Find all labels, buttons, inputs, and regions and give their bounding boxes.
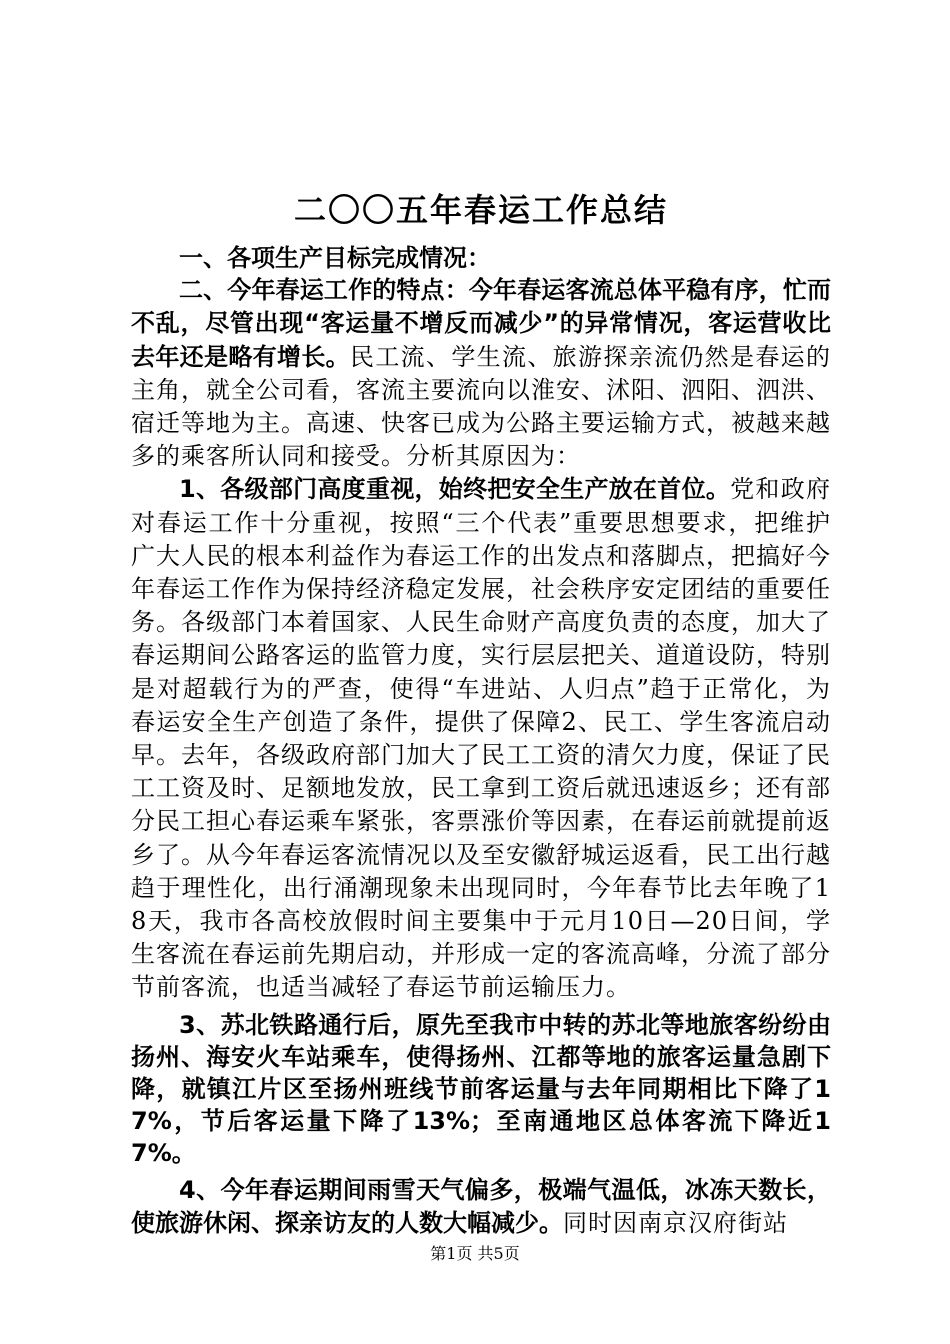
point3-paragraph: 3、苏北铁路通行后，原先至我市中转的苏北等地旅客纷纷由扬州、海安火车站乘车，使得扬州、江都等地的旅客运量急剧下降，就镇江片区至扬州班线节前客运量与去年同期相比下降了17%，节后客运量下降了13%；至南通地区总体客流下降近17%。 [131, 1010, 831, 1168]
point4-bold-text: 4、今年春运期间雨雪天气偏多，极端气温低，冰冻天数长，使旅游休闲、探亲访友的人数大幅减少。 [131, 1175, 831, 1237]
section2-paragraph [131, 274, 831, 473]
document-title: 二〇〇五年春运工作总结 [293, 191, 668, 229]
point1-bold-text: 1、各级部门高度重视，始终把安全生产放在首位。 [179, 475, 731, 504]
page-number-footer: 第1页 共5页 [430, 1244, 520, 1263]
point4-body-text: 同时因南京汉府街站 [563, 1208, 788, 1237]
section2-body-text: 民工流、学生流、旅游探亲流仍然是春运的主角，就全公司看，客流主要流向以淮安、沭阳、泗阳、泗洪、宿迁等地为主。高速、快客已成为公路主要运输方式，被越来越多的乘客所认同和接受。分析其原因为： [131, 342, 831, 471]
section2-bold-text: 二、今年春运工作的特点：今年春运客流总体平稳有序，忙而不乱，尽管出现“客运量不增反而减少”的异常情况，客运营收比去年还是略有增长。 [131, 276, 831, 371]
section1-heading: 一、各项生产目标完成情况： [179, 244, 491, 272]
point1-body-text: 党和政府对春运工作十分重视，按照“三个代表”重要思想要求，把维护广大人民的根本利益作为春运工作的出发点和落脚点，把搞好今年春运工作作为保持经济稳定发展，社会秩序安定团结的重要任务。各级部门本着国家、人民生命财产高度负责的态度，加大了春运期间公路客运的监管力度，实行层层把关、道道设防，特别是对超载行为的严查，使得“车进站、人归点”趋于正常化，为春运安全生产创造了条件，提供了保障2、民工、学生客流启动早。去年，各级政府部门加大了民工工资的清欠力度，保证了民工工资及时、足额地发放，民工拿到工资后就迅速返乡；还有部分民工担心春运乘车紧张，客票涨价等因素，在春运前就提前返乡了。从今年春运客流情况以及至安徽舒城运返看，民工出行越趋于理性化，出行涌潮现象未出现同时，今年春节比去年晚了18天，我市各高校放假时间主要集中于元月10日—20日间，学生客流在春运前先期启动，并形成一定的客流高峰，分流了部分节前客流，也适当减轻了春运节前运输压力。 [131, 475, 831, 1002]
point1-paragraph [131, 473, 831, 1004]
point4-paragraph [131, 1174, 831, 1240]
document-page [131, 180, 831, 1240]
